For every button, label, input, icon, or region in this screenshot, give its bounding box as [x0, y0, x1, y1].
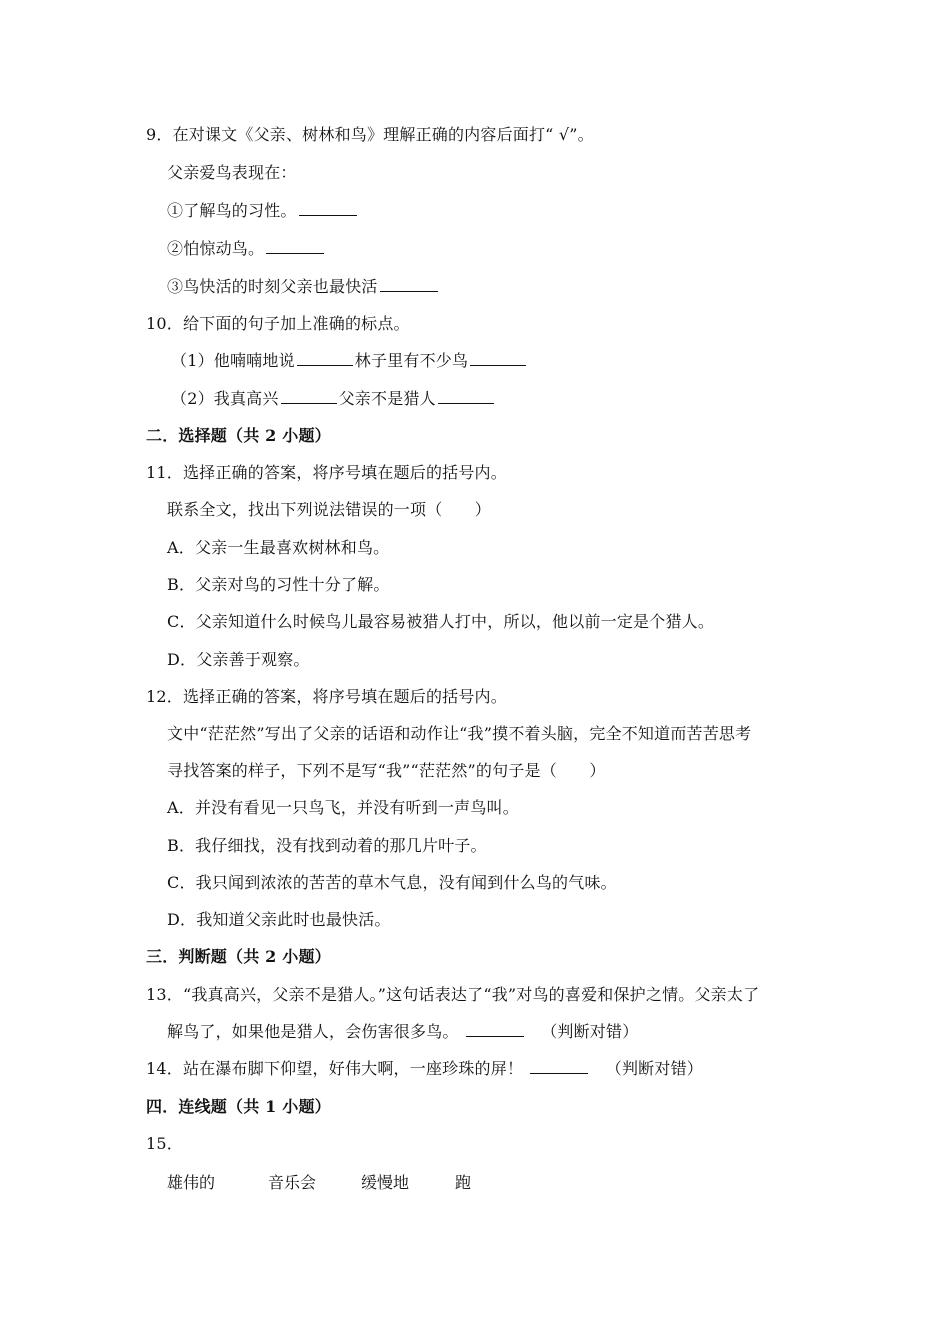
q10-title: 10．给下面的句子加上准确的标点。	[146, 314, 410, 333]
q14-line	[146, 1058, 703, 1080]
punctuation-blank[interactable]	[438, 389, 494, 404]
q13-line-2	[167, 1021, 638, 1043]
q13-line-2-text: 解鸟了，如果他是猎人，会伤害很多鸟。	[167, 1022, 459, 1041]
q10-s2-label: （2）	[171, 389, 214, 408]
q15-title: 15．	[146, 1134, 183, 1153]
section-4-heading: 四．连线题（共 1 小题）	[146, 1097, 331, 1116]
q12-title: 12．选择正确的答案，将序号填在题后的括号内。	[146, 687, 507, 706]
q14-tail: （判断对错）	[605, 1059, 703, 1078]
q12-option-a: A．并没有看见一只鸟飞，并没有听到一声鸟叫。	[167, 798, 519, 817]
punctuation-blank[interactable]	[470, 351, 526, 366]
q9-item-1	[167, 200, 359, 222]
match-word-2[interactable]: 音乐会	[268, 1173, 317, 1192]
q9-item-2-text: ②怕惊动鸟。	[167, 239, 265, 258]
q12-option-c: C．我只闻到浓浓的苦苦的草木气息，没有闻到什么鸟的气味。	[167, 873, 617, 892]
q10-s2-part-a: 我真高兴	[213, 389, 279, 408]
q9-lead: 父亲爱鸟表现在：	[167, 163, 297, 182]
q9-item-3-text: ③鸟快活的时刻父亲也最快活	[167, 277, 378, 296]
q10-s1-label: （1）	[171, 351, 214, 370]
match-word-1[interactable]: 雄伟的	[167, 1173, 216, 1192]
q10-s1-part-b: 林子里有不少鸟	[354, 351, 469, 370]
judgement-blank[interactable]	[466, 1022, 524, 1037]
q12-option-d: D．我知道父亲此时也最快活。	[167, 910, 391, 929]
punctuation-blank[interactable]	[281, 389, 337, 404]
match-word-3[interactable]: 缓慢地	[361, 1173, 410, 1192]
q10-s1-part-a: 他喃喃地说	[213, 351, 295, 370]
q10-sentence-1	[171, 350, 528, 372]
section-2-heading: 二．选择题（共 2 小题）	[146, 426, 331, 445]
q9-title: 9．在对课文《父亲、树林和鸟》理解正确的内容后面打“ √”。	[146, 125, 594, 144]
q11-title: 11．选择正确的答案，将序号填在题后的括号内。	[146, 463, 507, 482]
q13-tail: （判断对错）	[541, 1022, 639, 1041]
q14-text: 14．站在瀑布脚下仰望，好伟大啊，一座珍珠的屏！	[146, 1059, 524, 1078]
q11-option-c: C．父亲知道什么时候鸟儿最容易被猎人打中，所以，他以前一定是个猎人。	[167, 612, 715, 631]
answer-blank[interactable]	[299, 201, 357, 216]
q12-option-b: B．我仔细找，没有找到动着的那几片叶子。	[167, 836, 487, 855]
q13-line-1: 13．“我真高兴，父亲不是猎人。”这句话表达了“我”对鸟的喜爱和保护之情。父亲太了	[146, 985, 760, 1004]
q11-option-d: D．父亲善于观察。	[167, 650, 310, 669]
q11-option-a: A．父亲一生最喜欢树林和鸟。	[167, 538, 390, 557]
q12-stem-line-2: 寻找答案的样子，下列不是写“我”“茫茫然”的句子是（ ）	[167, 761, 606, 780]
judgement-blank[interactable]	[530, 1059, 588, 1074]
q9-item-2	[167, 238, 326, 260]
answer-blank[interactable]	[380, 277, 438, 292]
match-word-4[interactable]: 跑	[455, 1173, 472, 1192]
punctuation-blank[interactable]	[297, 351, 353, 366]
q10-s2-part-b: 父亲不是猎人	[338, 389, 436, 408]
q11-option-b: B．父亲对鸟的习性十分了解。	[167, 575, 390, 594]
q9-item-1-text: ①了解鸟的习性。	[167, 201, 297, 220]
q9-item-3	[167, 276, 440, 298]
q12-stem-line-1: 文中“茫茫然”写出了父亲的话语和动作让“我”摸不着头脑，完全不知道而苦苦思考	[167, 724, 752, 743]
q11-stem: 联系全文，找出下列说法错误的一项（ ）	[167, 500, 492, 519]
q10-sentence-2	[171, 388, 496, 410]
section-3-heading: 三．判断题（共 2 小题）	[146, 947, 331, 966]
answer-blank[interactable]	[266, 239, 324, 254]
